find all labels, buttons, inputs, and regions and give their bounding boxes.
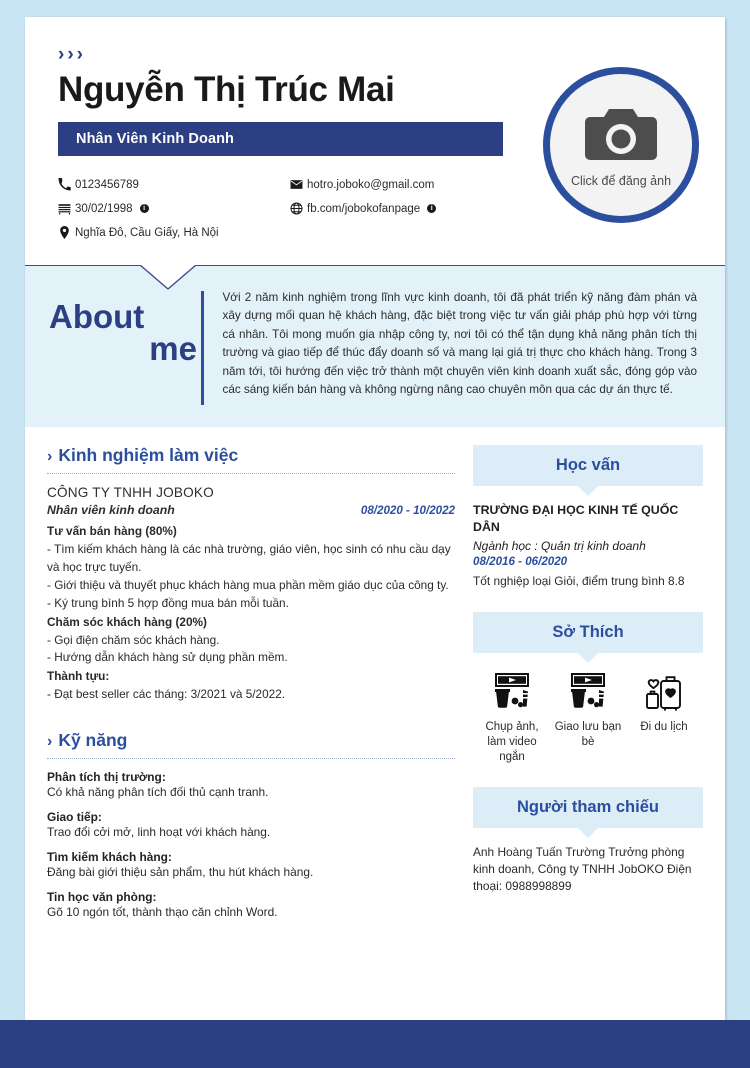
skill-name: Tin học văn phòng:: [47, 890, 157, 905]
skill-item: [47, 810, 455, 839]
phone-icon: [58, 178, 75, 191]
skill-name: Giao tiếp:: [47, 810, 102, 825]
references-section: [473, 787, 703, 896]
skill-item: [47, 850, 455, 879]
experience-period: 08/2020 - 10/2022: [360, 504, 455, 517]
chevron-right-icon: ›: [47, 448, 53, 465]
education-note: Tốt nghiệp loại Giỏi, điểm trung bình 8.8: [473, 574, 685, 589]
contact-email[interactable]: [290, 178, 518, 191]
camera-icon: [583, 105, 659, 170]
contact-phone-text: 0123456789: [75, 178, 139, 191]
hobby-item: [629, 671, 699, 765]
cv-header: [25, 17, 725, 265]
contact-website[interactable]: [290, 202, 518, 215]
skills-title: [47, 730, 455, 751]
luggage-heart-icon: [629, 671, 699, 715]
right-column: [473, 445, 703, 930]
cv-sheet: [25, 17, 725, 1020]
hobbies-title: Sở Thích: [473, 612, 703, 653]
contact-address[interactable]: [58, 226, 290, 239]
experience-section: [47, 445, 455, 704]
chevron-right-icon: ›: [47, 733, 53, 751]
skill-desc: Có khả năng phân tích đối thủ cạnh tranh.: [47, 785, 269, 800]
skills-divider: [47, 758, 455, 759]
chevron-decoration-icon: ›››: [58, 44, 86, 65]
hobby-label: Đi du lịch: [640, 721, 688, 734]
experience-item: Chăm sóc khách hàng (20%): [47, 614, 207, 629]
references-text: Anh Hoàng Tuấn Trường Trưởng phòng kinh doanh, Công ty TNHH JobOKO Điện thoại: 0988998899: [473, 844, 692, 894]
skill-desc: Trao đổi cởi mở, linh hoạt với khách hàng.: [47, 825, 271, 840]
education-school: TRƯỜNG ĐẠI HỌC KINH TẾ QUỐC DÂN: [473, 503, 679, 534]
hobby-label: Chụp ảnh, làm video ngắn: [485, 721, 539, 763]
skill-item: [47, 890, 455, 919]
contact-email-text: hotro.joboko@gmail.com: [307, 178, 435, 191]
about-heading-line2: me: [149, 330, 197, 368]
skills-list: [47, 770, 455, 919]
job-title-bar[interactable]: Nhân Viên Kinh Doanh: [58, 122, 503, 156]
email-icon: [290, 178, 307, 191]
skills-section: [47, 730, 455, 919]
globe-icon: [290, 202, 307, 215]
cv-body: [25, 427, 725, 930]
about-section: [25, 265, 725, 427]
about-divider: [201, 291, 204, 405]
film-popcorn-icon: [553, 671, 623, 715]
contact-birthdate[interactable]: [58, 202, 290, 215]
experience-company: CÔNG TY TNHH JOBOKO: [47, 485, 214, 500]
candidate-name[interactable]: Nguyễn Thị Trúc Mai: [58, 70, 395, 109]
experience-role-row: [47, 503, 455, 517]
experience-item: - Tìm kiếm khách hàng là các nhà trường, giáo viên, học sinh có nhu cầu dạy và học trực tuyến.: [47, 541, 451, 574]
education-period: 08/2016 - 06/2020: [473, 555, 568, 569]
calendar-icon: [58, 202, 75, 215]
experience-item: - Đạt best seller các tháng: 3/2021 và 5/2022.: [47, 687, 286, 702]
education-section: [473, 445, 703, 590]
hobby-label: Giao lưu bạn bè: [554, 721, 622, 749]
left-column: [47, 445, 455, 930]
hobby-item: [553, 671, 623, 765]
info-icon[interactable]: i: [140, 204, 149, 213]
skill-item: [47, 770, 455, 799]
hobby-item: [477, 671, 547, 765]
contact-website-text: fb.com/jobokofanpage: [307, 202, 421, 215]
experience-item: Thành tựu:: [47, 669, 110, 684]
info-icon[interactable]: i: [427, 204, 436, 213]
skills-title-text: Kỹ năng: [58, 730, 128, 751]
contact-grid: [58, 173, 518, 245]
contact-address-text: Nghĩa Đô, Cầu Giấy, Hà Nội: [75, 226, 219, 239]
experience-item: - Hướng dẫn khách hàng sử dụng phần mềm.: [47, 650, 288, 665]
hobbies-section: [473, 612, 703, 765]
contact-phone[interactable]: [58, 178, 290, 191]
film-popcorn-icon: [477, 671, 547, 715]
photo-caption: Click để đăng ảnh: [570, 173, 672, 188]
about-heading: [49, 289, 201, 366]
skill-desc: Đăng bài giới thiệu sản phẩm, thu hút khách hàng.: [47, 865, 314, 880]
photo-upload-placeholder[interactable]: [543, 67, 699, 223]
education-title: Học vấn: [473, 445, 703, 486]
skill-name: Tìm kiếm khách hàng:: [47, 850, 172, 865]
about-text: Với 2 năm kinh nghiệm trong lĩnh vực kinh doanh, tôi đã phát triển kỹ năng đàm phán và xây dựng mối quan hệ khách hàng, đặc biệt trong việc tư vấn giải pháp phù hợp với từng cá nhân. Tôi mong muốn gia nhập công ty, nơi tôi có thể tận dụng khả năng phân tích thị trường và giao tiếp để thúc đẩy doanh số và mang lại giá trị thực cho khách hàng. Trong 3 năm tới, tôi hướng đến việc trở thành một chuyên viên kinh doanh xuất sắc, đóng góp vào các sáng kiến bán hàng và không ngừng nâng cao chuyên môn qua các dự án thực tế.: [222, 291, 697, 397]
experience-role: Nhân viên kinh doanh: [47, 503, 175, 517]
experience-item: - Ký trung bình 5 hợp đồng mua bán mỗi tuần.: [47, 595, 289, 610]
experience-title: [47, 445, 455, 466]
experience-divider: [47, 473, 455, 474]
experience-item: - Giới thiệu và thuyết phục khách hàng mua phần mềm giáo dục của công ty.: [47, 577, 449, 592]
location-icon: [58, 226, 75, 239]
references-title: Người tham chiếu: [473, 787, 703, 828]
experience-details: [47, 523, 455, 704]
about-notch-decoration: [140, 265, 194, 290]
about-heading-line1: About: [49, 298, 145, 335]
hobbies-list: [473, 669, 703, 765]
skill-name: Phân tích thị trường:: [47, 770, 166, 785]
education-major: Ngành học : Quản trị kinh doanh: [473, 539, 646, 554]
skill-desc: Gõ 10 ngón tốt, thành thạo căn chỉnh Word.: [47, 905, 278, 920]
footer-bar: [0, 1020, 750, 1068]
experience-item: Tư vấn bán hàng (80%): [47, 524, 177, 538]
experience-title-text: Kinh nghiệm làm việc: [58, 445, 239, 465]
contact-birthdate-text: 30/02/1998: [75, 202, 133, 215]
experience-item: - Gọi điện chăm sóc khách hàng.: [47, 632, 220, 647]
